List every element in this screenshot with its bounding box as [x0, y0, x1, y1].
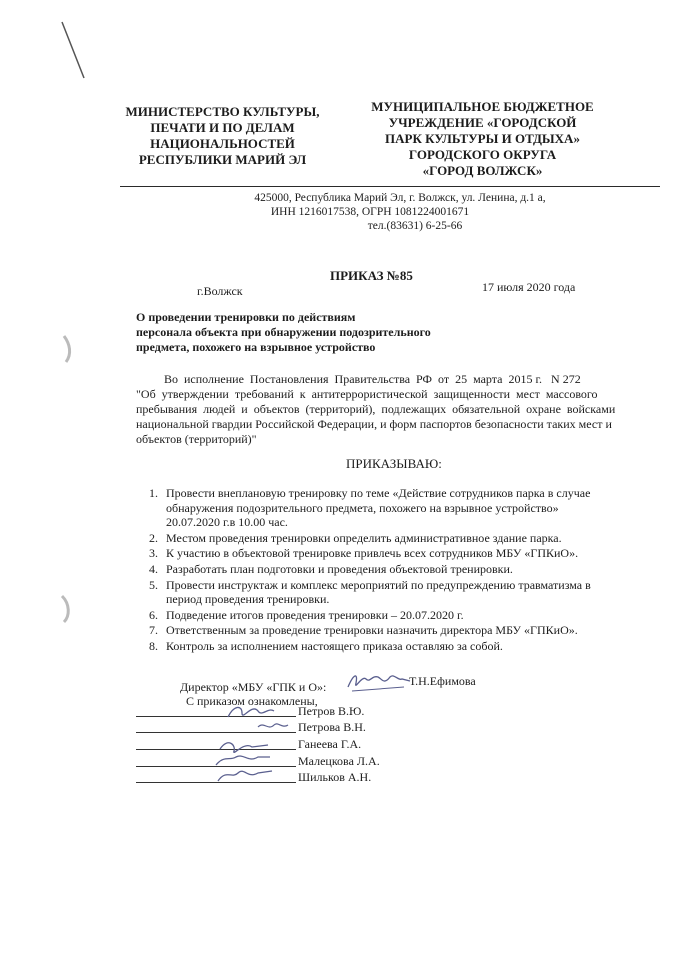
- ministry-line-4: РЕСПУБЛИКИ МАРИЙ ЭЛ: [138, 152, 307, 167]
- scan-hole-mark: [50, 330, 80, 370]
- director-label: Директор «МБУ «ГПК и О»:: [180, 680, 327, 694]
- ministry-header: [100, 104, 345, 168]
- order-item: [136, 486, 636, 530]
- header-rule: [120, 186, 660, 187]
- order-item-text: [166, 608, 636, 623]
- acquainted-name-4: Малецкова Л.А.: [298, 754, 380, 768]
- inn-line: ИНН 1216017538, ОГРН 1081224001671: [270, 206, 470, 218]
- order-item-line: Провести инструктаж и комплекс мероприятий по предупреждению травматизма в: [166, 577, 591, 592]
- address-block: [200, 191, 600, 233]
- subject-line-1: О проведении тренировки по действиям: [136, 310, 356, 324]
- order-item-line: Разработать план подготовки и проведения объектовой тренировки.: [166, 561, 513, 576]
- preamble-line-1: Во исполнение Постановления Правительства РФ от 25 марта 2015 г. N 272: [164, 372, 581, 386]
- scan-hole-mark-2: [52, 590, 82, 630]
- order-item-text: [166, 546, 636, 561]
- preamble-line-5: объектов (территорий)": [136, 432, 257, 446]
- acquainted-name-2: Петрова В.Н.: [298, 720, 366, 734]
- order-title: ПРИКАЗ №85: [330, 268, 413, 283]
- institution-line-3: ПАРК КУЛЬТУРЫ И ОТДЫХА»: [385, 131, 580, 146]
- order-item-line: период проведения тренировки.: [166, 592, 330, 607]
- order-item-line: Подведение итогов проведения тренировки – 20.07.2020 г.: [166, 607, 464, 622]
- order-item-number: 7.: [149, 623, 158, 638]
- acquainted-label: С приказом ознакомлены,: [186, 694, 318, 708]
- order-item-line: 20.07.2020 г.в 10.00 час.: [166, 515, 288, 530]
- order-item-text: [166, 623, 636, 638]
- director-name: Т.Н.Ефимова: [409, 674, 476, 688]
- order-item: [136, 546, 636, 561]
- subject-line-2: персонала объекта при обнаружении подозрительного: [136, 325, 431, 339]
- order-date: 17 июля 2020 года: [482, 280, 576, 294]
- order-item: [136, 531, 636, 546]
- preamble: [136, 372, 651, 447]
- decree-word: ПРИКАЗЫВАЮ:: [346, 456, 442, 471]
- order-item: [136, 623, 636, 638]
- order-subject: [136, 310, 536, 355]
- preamble-line-4: национальной гвардии Российской Федерации, и форм паспортов безопасности таких мест и: [136, 417, 612, 431]
- order-item-number: 1.: [149, 486, 158, 500]
- acquainted-name-1: Петров В.Ю.: [298, 704, 365, 718]
- order-item: [136, 578, 636, 607]
- preamble-line-3: пребывания людей и объектов (территорий), подлежащих обязательной охране войсками: [136, 402, 616, 416]
- phone-line: тел.(83631) 6-25-66: [367, 220, 463, 232]
- ministry-line-1: МИНИСТЕРСТВО КУЛЬТУРЫ,: [125, 104, 320, 119]
- order-item: [136, 608, 636, 623]
- order-item-line: Провести внеплановую тренировку по теме «Действие сотрудников парка в случае: [166, 486, 591, 500]
- order-item-line: Местом проведения тренировки определить административное здание парка.: [166, 530, 562, 545]
- acquainted-signatures: [208, 697, 318, 792]
- order-city: г.Волжск: [197, 284, 243, 298]
- institution-line-4: ГОРОДСКОГО ОКРУГА: [408, 147, 557, 162]
- order-item-number: 3.: [149, 546, 158, 561]
- subject-line-3: предмета, похожего на взрывное устройство: [136, 340, 376, 354]
- order-item-number: 5.: [149, 577, 158, 592]
- ministry-line-2: ПЕЧАТИ И ПО ДЕЛАМ: [150, 120, 295, 135]
- order-item-text: [166, 578, 636, 607]
- order-item-line: К участию в объектовой тренировке привлечь всех сотрудников МБУ «ГПКиО».: [166, 546, 579, 561]
- order-item-number: 4.: [149, 561, 158, 576]
- order-item-number: 8.: [149, 638, 158, 653]
- institution-header: [345, 99, 620, 179]
- order-item-text: [166, 486, 636, 530]
- order-item: [136, 562, 636, 577]
- institution-line-5: «ГОРОД ВОЛЖСК»: [422, 163, 543, 178]
- acquainted-name-5: Шильков А.Н.: [298, 770, 372, 784]
- order-item-text: [166, 531, 636, 546]
- institution-line-1: МУНИЦИПАЛЬНОЕ БЮДЖЕТНОЕ: [371, 99, 594, 114]
- order-item-line: Ответственным за проведение тренировки назначить директора МБУ «ГПКиО».: [166, 623, 578, 638]
- address-line: 425000, Республика Марий Эл, г. Волжск, ул. Ленина, д.1 а,: [254, 192, 546, 204]
- institution-line-2: УЧРЕЖДЕНИЕ «ГОРОДСКОЙ: [388, 115, 577, 130]
- order-item-line: обнаружения подозрительного предмета, похожего на взрывное устройство»: [166, 500, 559, 515]
- order-item-line: Контроль за исполнением настоящего приказа оставляю за собой.: [166, 638, 503, 653]
- order-item-number: 6.: [149, 607, 158, 622]
- order-item: [136, 639, 636, 654]
- acquainted-name-3: Ганеева Г.А.: [298, 737, 362, 751]
- order-item-number: 2.: [149, 530, 158, 545]
- preamble-line-2: "Об утверждении требований к антитеррористической защищенности мест массового: [136, 387, 598, 401]
- order-item-text: [166, 639, 636, 654]
- ministry-line-3: НАЦИОНАЛЬНОСТЕЙ: [150, 136, 295, 151]
- order-item-text: [166, 562, 636, 577]
- order-items-list: [136, 486, 636, 654]
- order-items: [136, 486, 636, 655]
- director-signature: [344, 669, 416, 695]
- scan-scratch-mark: [58, 18, 98, 88]
